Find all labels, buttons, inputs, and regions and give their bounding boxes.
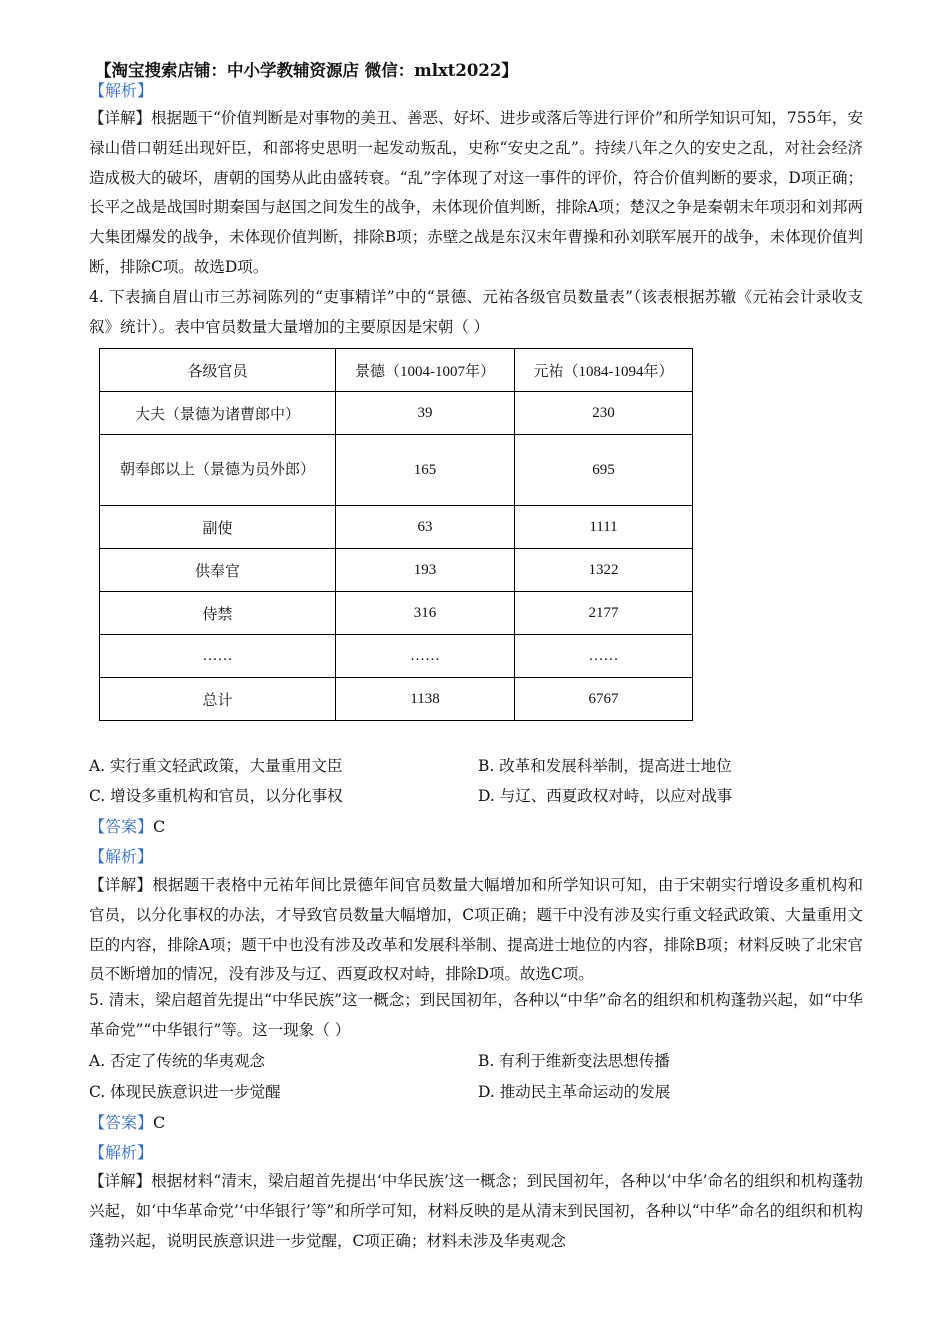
- table-header-row: [100, 349, 693, 392]
- table-cell: ……: [100, 635, 336, 678]
- table-cell: ……: [515, 635, 693, 678]
- table-row: [100, 678, 693, 721]
- q5-option-a: A. 否定了传统的华夷观念: [89, 1052, 266, 1070]
- table-row: [100, 549, 693, 592]
- q5-option-c: C. 体现民族意识进一步觉醒: [89, 1083, 281, 1101]
- q3-analysis-label: 【解析】: [89, 81, 154, 100]
- table-row: [100, 435, 693, 506]
- table-cell: 39: [336, 392, 515, 435]
- q4-answer: [89, 812, 869, 842]
- q4-option-c: C. 增设多重机构和官员，以分化事权: [89, 787, 343, 805]
- q5-answer-value: C: [153, 1113, 166, 1132]
- table-cell: ……: [336, 635, 515, 678]
- table-cell: 1322: [515, 549, 693, 592]
- q4-option-a: A. 实行重文轻武政策，大量重用文臣: [89, 757, 343, 775]
- table-row: [100, 635, 693, 678]
- table-cell: 230: [515, 392, 693, 435]
- officials-table: [99, 348, 693, 721]
- table-cell: 316: [336, 592, 515, 635]
- table-cell: 2177: [515, 592, 693, 635]
- q4-answer-value: C: [153, 817, 166, 836]
- table-cell: 供奉官: [100, 549, 336, 592]
- table-row: [100, 506, 693, 549]
- table-cell: 1138: [336, 678, 515, 721]
- q5-answer: [89, 1108, 869, 1138]
- table-cell: 6767: [515, 678, 693, 721]
- table-cell: 165: [336, 435, 515, 506]
- table-header-cell: 景德（1004-1007年）: [336, 349, 515, 392]
- q5-stem: 5. 清末，梁启超首先提出“中华民族”这一概念；到民国初年，各种以“中华”命名的组织和机构蓬勃兴起，如“中华革命党”“中华银行”等。这一现象（ ）: [89, 991, 863, 1039]
- q4-option-d: D. 与辽、西夏政权对峙，以应对战事: [478, 787, 733, 805]
- table-cell: 侍禁: [100, 592, 336, 635]
- table-cell: 695: [515, 435, 693, 506]
- table-cell: 1111: [515, 506, 693, 549]
- q3-detail: 【详解】根据题干“价值判断是对事物的美丑、善恶、好坏、进步或落后等进行评价”和所学知识可知，755年，安禄山借口朝廷出现奸臣，和部将史思明一起发动叛乱，史称“安史之乱”。持续八年之久的安史之乱，对社会经济造成极大的破坏，唐朝的国势从此由盛转衰。“乱”字体现了对这一事件的评价，符合价值判断的要求，D项正确；长平之战是战国时期秦国与赵国之间发生的战争，未体现价值判断，排除A项；楚汉之争是秦朝末年项羽和刘邦两大集团爆发的战争，未体现价值判断，排除B项；赤壁之战是东汉末年曹操和孙刘联军展开的战争，未体现价值判断，排除C项。故选D项。: [89, 109, 863, 276]
- q4-detail: 【详解】根据题干表格中元祐年间比景德年间官员数量大幅增加和所学知识可知，由于宋朝实行增设多重机构和官员，以分化事权的办法，才导致官员数量大幅增加，C项正确；题干中没有涉及实行重文轻武政策、大量重用文臣的内容，排除A项；题干中也没有涉及改革和发展科举制、提高进士地位的内容，排除B项；材料反映了北宋官员不断增加的情况，没有涉及与辽、西夏政权对峙，排除D项。故选C项。: [89, 876, 863, 984]
- table-header-cell: 元祐（1084-1094年）: [515, 349, 693, 392]
- table-cell: 193: [336, 549, 515, 592]
- q5-option-d: D. 推动民主革命运动的发展: [478, 1083, 671, 1101]
- table-row: [100, 592, 693, 635]
- q5-answer-label: 【答案】: [89, 1113, 154, 1132]
- table-cell: 总计: [100, 678, 336, 721]
- q5-analysis-label: 【解析】: [89, 1143, 154, 1162]
- table-cell: 大夫（景德为诸曹郎中）: [100, 392, 336, 435]
- table-cell: 63: [336, 506, 515, 549]
- page-header: 【淘宝搜索店铺：中小学教辅资源店 微信：mlxt2022】: [95, 61, 518, 80]
- table-cell: 朝奉郎以上（景德为员外郎）: [100, 435, 336, 506]
- q4-answer-label: 【答案】: [89, 817, 154, 836]
- q4-stem: 4. 下表摘自眉山市三苏祠陈列的“吏事精详”中的“景德、元祐各级官员数量表”（该表根据苏辙《元祐会计录收支叙》统计）。表中官员数量大量增加的主要原因是宋朝（ ）: [89, 288, 863, 336]
- q4-option-b: B. 改革和发展科举制，提高进士地位: [478, 757, 732, 775]
- table-header-cell: 各级官员: [100, 349, 336, 392]
- q5-option-b: B. 有利于维新变法思想传播: [478, 1052, 670, 1070]
- table-cell: 副使: [100, 506, 336, 549]
- q4-analysis-label: 【解析】: [89, 847, 154, 866]
- table-row: [100, 392, 693, 435]
- q5-detail: 【详解】根据材料“清末，梁启超首先提出‘中华民族’这一概念；到民国初年，各种以‘中华’命名的组织和机构蓬勃兴起，如‘中华革命党’‘中华银行’等”和所学可知，材料反映的是从清末到民国初，各种以“中华”命名的组织和机构蓬勃兴起，说明民族意识进一步觉醒，C项正确；材料未涉及华夷观念: [89, 1172, 863, 1250]
